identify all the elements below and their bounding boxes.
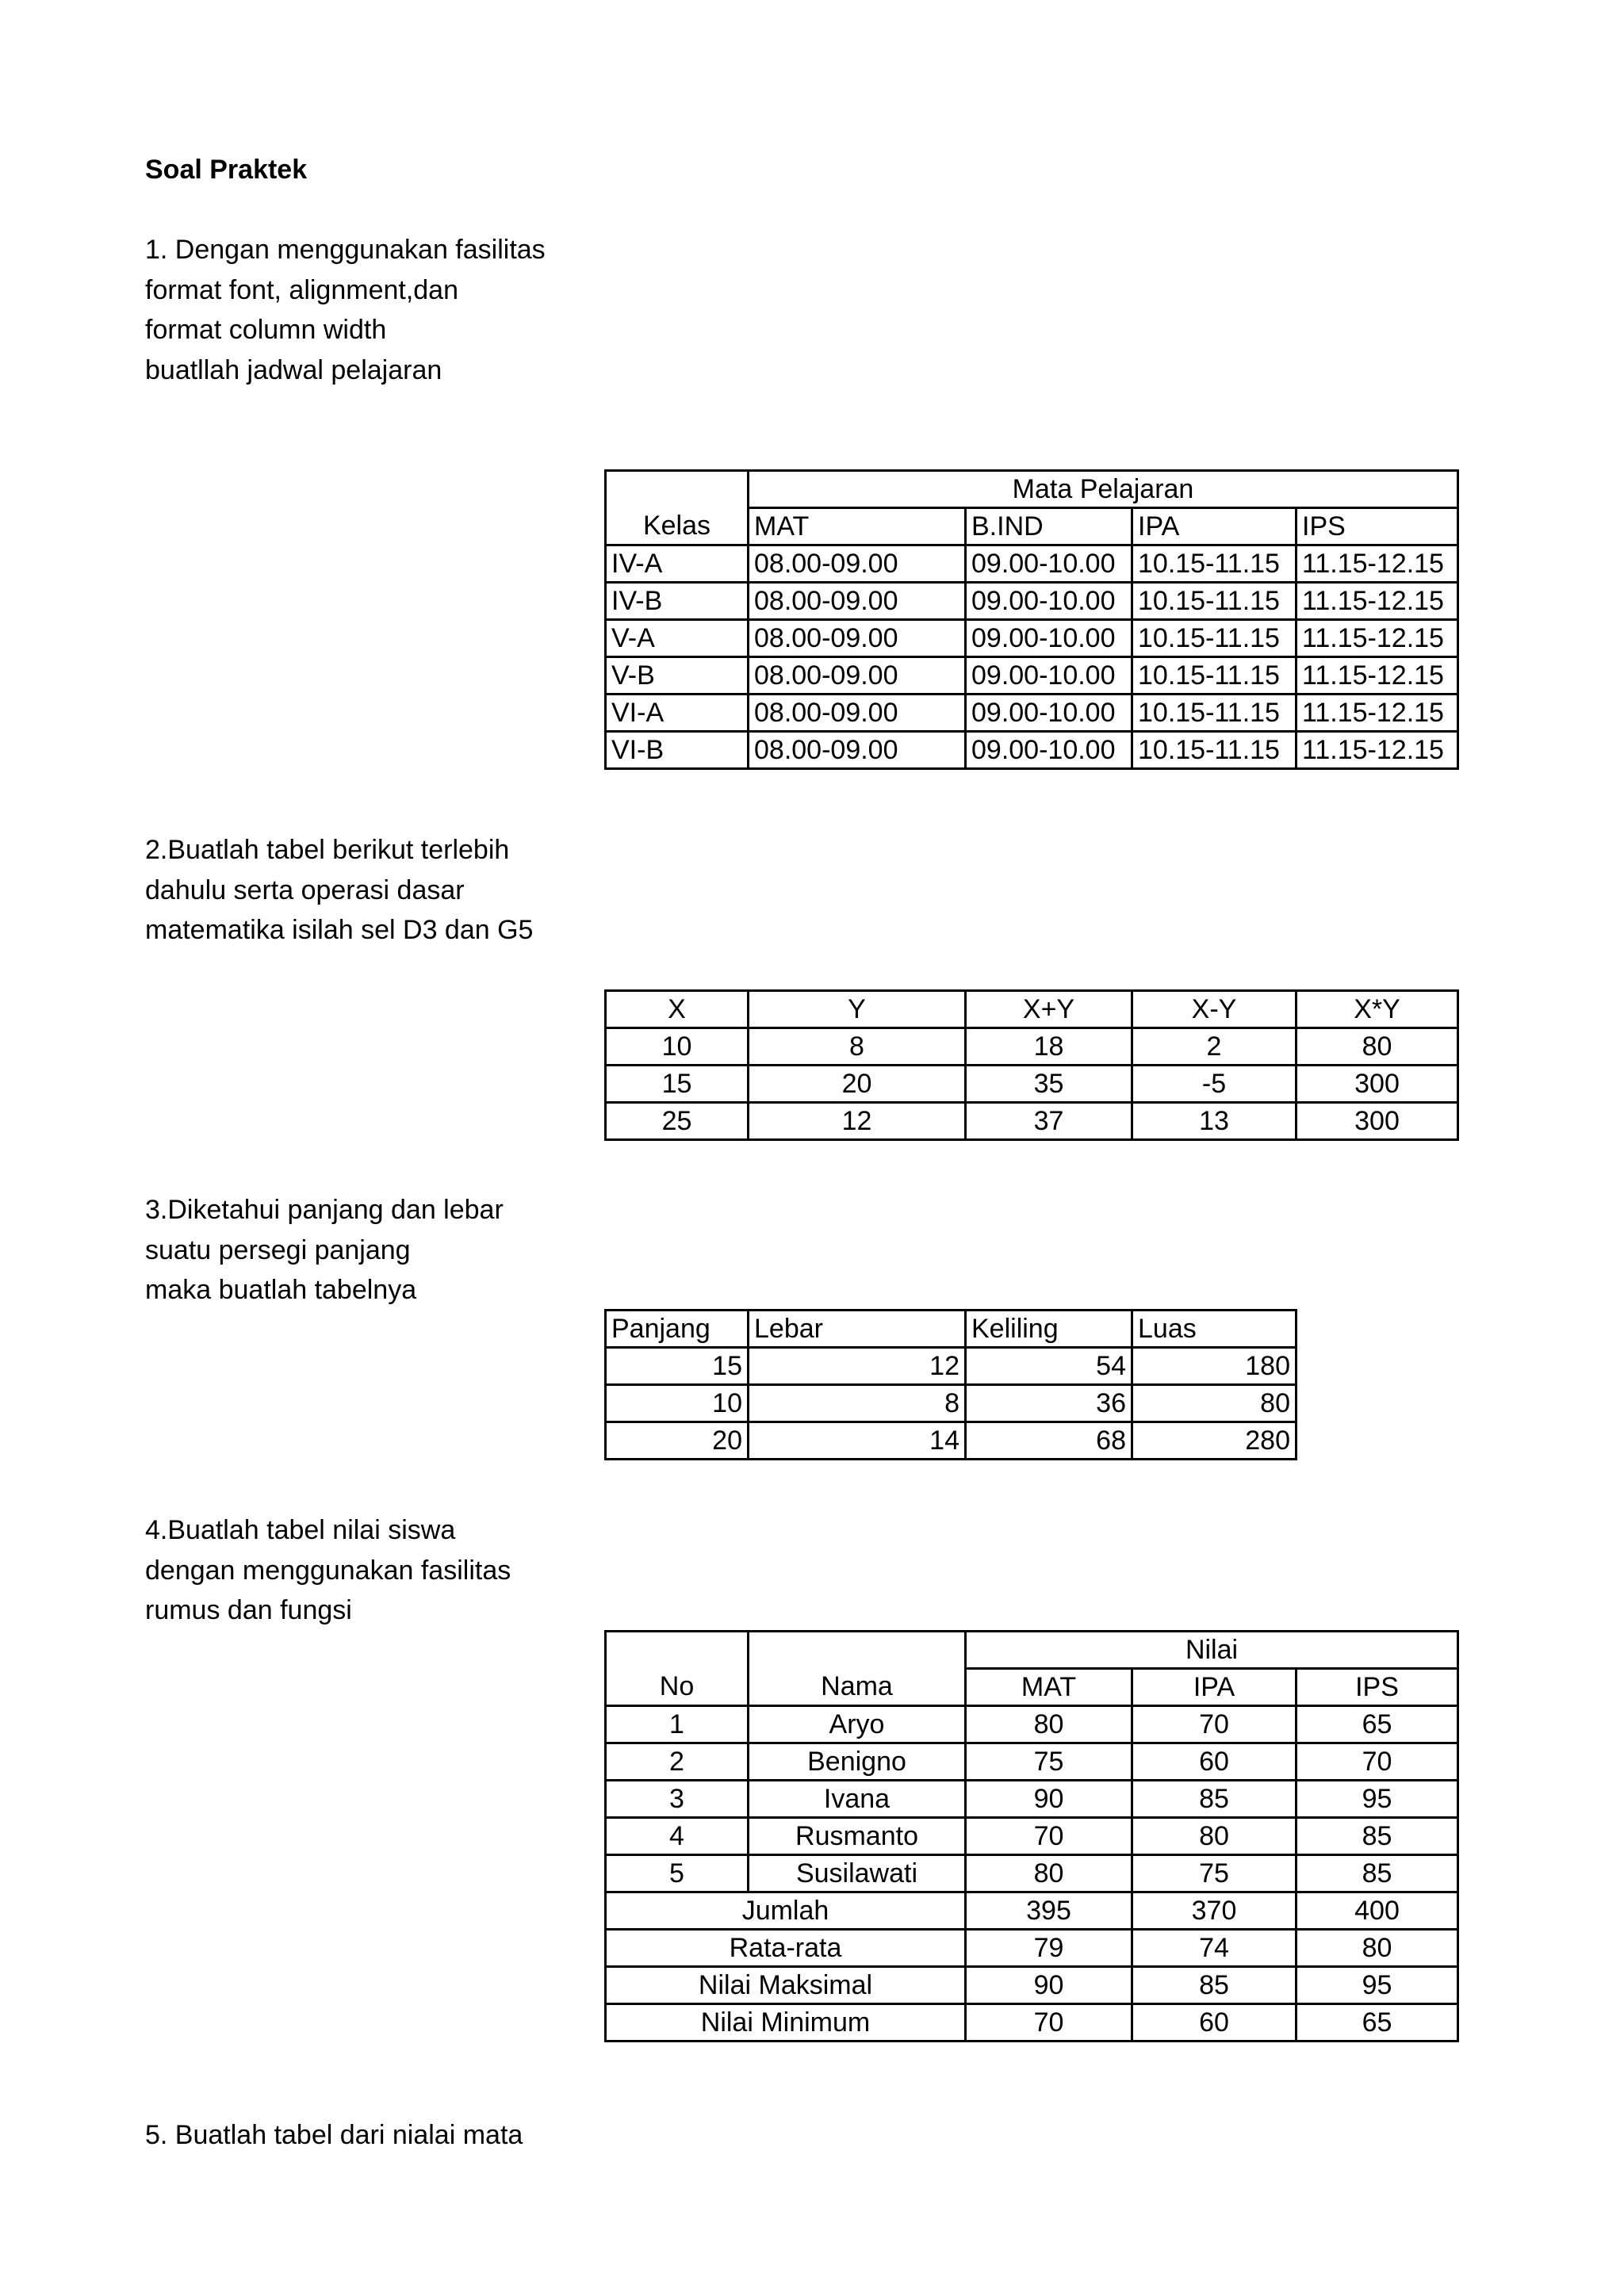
table-cell: 2 [606, 1743, 749, 1781]
table-cell: 90 [966, 1781, 1132, 1818]
arithmetic-table [604, 989, 1459, 1141]
table-cell: 70 [966, 2004, 1132, 2042]
table-header-row [606, 1311, 1297, 1348]
table-cell: 10.15-11.15 [1132, 620, 1297, 657]
page-title: Soal Praktek [145, 155, 308, 185]
question-line: dengan menggunakan fasilitas [145, 1555, 511, 1586]
table-cell: 54 [966, 1348, 1132, 1385]
schedule-table [604, 469, 1459, 770]
subject-header: B.IND [966, 508, 1132, 545]
table-cell: 11.15-12.15 [1297, 620, 1458, 657]
question-2-text [145, 830, 533, 951]
table-cell: 11.15-12.15 [1297, 583, 1458, 620]
table-cell: 08.00-09.00 [749, 657, 966, 695]
table-cell: 75 [966, 1743, 1132, 1781]
table-cell: 10.15-11.15 [1132, 695, 1297, 732]
table-cell: 400 [1297, 1892, 1458, 1930]
table-cell: 10.15-11.15 [1132, 545, 1297, 583]
table-cell: 65 [1297, 1706, 1458, 1743]
table-cell: 68 [966, 1422, 1132, 1460]
table-cell: 09.00-10.00 [966, 545, 1132, 583]
summary-label: Nilai Minimum [606, 2004, 966, 2042]
table-row [606, 1348, 1297, 1385]
table-cell: 300 [1297, 1066, 1458, 1103]
column-header: Panjang [606, 1311, 749, 1348]
summary-label: Jumlah [606, 1892, 966, 1930]
table-cell: 18 [966, 1028, 1132, 1066]
table-row [606, 1743, 1458, 1781]
table-row [606, 620, 1458, 657]
table-row [606, 1818, 1458, 1855]
table-cell: 95 [1297, 1967, 1458, 2004]
question-3-text [145, 1190, 504, 1311]
table-cell: IV-A [606, 545, 749, 583]
table-cell: 80 [1132, 1385, 1297, 1422]
table-cell: 70 [1132, 1706, 1297, 1743]
table-cell: 08.00-09.00 [749, 695, 966, 732]
table-cell: 12 [749, 1348, 966, 1385]
table-cell: 36 [966, 1385, 1132, 1422]
subject-header: MAT [966, 1669, 1132, 1706]
table-row [606, 732, 1458, 769]
table-cell: V-B [606, 657, 749, 695]
table-cell: 2 [1132, 1028, 1297, 1066]
table-row [606, 1066, 1458, 1103]
question-5-text [145, 2115, 523, 2156]
nama-header-top [749, 1632, 966, 1669]
table-cell: 80 [1297, 1930, 1458, 1967]
table-header-row [606, 991, 1458, 1028]
summary-row [606, 1967, 1458, 2004]
table-cell: VI-A [606, 695, 749, 732]
question-line: buatllah jadwal pelajaran [145, 354, 442, 385]
kelas-header-top [606, 471, 749, 508]
table-cell: 20 [606, 1422, 749, 1460]
nama-header: Nama [749, 1669, 966, 1706]
table-cell: 90 [966, 1967, 1132, 2004]
table-row [606, 1781, 1458, 1818]
table-cell: 70 [966, 1818, 1132, 1855]
question-line: 1. Dengan menggunakan fasilitas [145, 235, 546, 265]
table-cell: 70 [1297, 1743, 1458, 1781]
table-cell: 74 [1132, 1930, 1297, 1967]
table-cell: 8 [749, 1385, 966, 1422]
table-cell: 3 [606, 1781, 749, 1818]
question-line: dahulu serta operasi dasar [145, 874, 465, 905]
table-cell: 10 [606, 1385, 749, 1422]
table-row [606, 657, 1458, 695]
table-cell: 4 [606, 1818, 749, 1855]
table-cell: 60 [1132, 2004, 1297, 2042]
table-cell: Susilawati [749, 1855, 966, 1892]
column-header: Y [749, 991, 966, 1028]
subject-header: IPA [1132, 1669, 1297, 1706]
table-cell: 11.15-12.15 [1297, 545, 1458, 583]
table-cell: 80 [966, 1706, 1132, 1743]
table-cell: 08.00-09.00 [749, 545, 966, 583]
table-row [606, 1103, 1458, 1140]
table-cell: 10.15-11.15 [1132, 583, 1297, 620]
table-cell: VI-B [606, 732, 749, 769]
table-cell: 85 [1132, 1967, 1297, 2004]
summary-label: Nilai Maksimal [606, 1967, 966, 2004]
table-cell: 5 [606, 1855, 749, 1892]
question-line: 2.Buatlah tabel berikut terlebih [145, 835, 510, 865]
table-cell: 1 [606, 1706, 749, 1743]
column-header: Luas [1132, 1311, 1297, 1348]
grades-table [604, 1630, 1459, 2042]
question-line: 3.Diketahui panjang dan lebar [145, 1195, 504, 1225]
question-1-text [145, 230, 546, 390]
table-cell: 370 [1132, 1892, 1297, 1930]
table-cell: 09.00-10.00 [966, 732, 1132, 769]
table-row [606, 695, 1458, 732]
table-cell: 09.00-10.00 [966, 657, 1132, 695]
question-line: matematika isilah sel D3 dan G5 [145, 915, 534, 945]
table-cell: 75 [1132, 1855, 1297, 1892]
table-cell: 11.15-12.15 [1297, 732, 1458, 769]
table-cell: 180 [1132, 1348, 1297, 1385]
table-cell: 8 [749, 1028, 966, 1066]
column-header: X [606, 991, 749, 1028]
question-line: rumus dan fungsi [145, 1595, 352, 1625]
table-cell: 65 [1297, 2004, 1458, 2042]
column-header: Keliling [966, 1311, 1132, 1348]
summary-label: Rata-rata [606, 1930, 966, 1967]
summary-row [606, 2004, 1458, 2042]
rectangle-table [604, 1309, 1297, 1460]
table-row [606, 1422, 1297, 1460]
table-cell: 37 [966, 1103, 1132, 1140]
question-4-text [145, 1510, 511, 1631]
column-header: X*Y [1297, 991, 1458, 1028]
table-cell: 80 [966, 1855, 1132, 1892]
no-header: No [606, 1669, 749, 1706]
table-cell: 35 [966, 1066, 1132, 1103]
table-cell: 25 [606, 1103, 749, 1140]
question-line: suatu persegi panjang [145, 1234, 411, 1265]
table-cell: Ivana [749, 1781, 966, 1818]
question-line: 4.Buatlah tabel nilai siswa [145, 1515, 456, 1545]
table-cell: 10 [606, 1028, 749, 1066]
table-cell: 08.00-09.00 [749, 620, 966, 657]
table-cell: -5 [1132, 1066, 1297, 1103]
table-cell: 280 [1132, 1422, 1297, 1460]
subject-header: IPS [1297, 508, 1458, 545]
table-cell: 09.00-10.00 [966, 695, 1132, 732]
table-cell: Rusmanto [749, 1818, 966, 1855]
table-row [606, 545, 1458, 583]
table-row [606, 1706, 1458, 1743]
table-cell: 12 [749, 1103, 966, 1140]
subject-header: IPA [1132, 508, 1297, 545]
table-cell: 11.15-12.15 [1297, 695, 1458, 732]
table-cell: 395 [966, 1892, 1132, 1930]
question-line: maka buatlah tabelnya [145, 1275, 417, 1305]
summary-row [606, 1930, 1458, 1967]
table-cell: 10.15-11.15 [1132, 657, 1297, 695]
mata-pelajaran-header: Mata Pelajaran [749, 471, 1458, 508]
table-row [606, 1855, 1458, 1892]
table-cell: 60 [1132, 1743, 1297, 1781]
table-cell: IV-B [606, 583, 749, 620]
no-header-top [606, 1632, 749, 1669]
question-line: format column width [145, 315, 387, 345]
table-cell: 79 [966, 1930, 1132, 1967]
column-header: Lebar [749, 1311, 966, 1348]
table-cell: 08.00-09.00 [749, 583, 966, 620]
table-cell: 08.00-09.00 [749, 732, 966, 769]
table-cell: 300 [1297, 1103, 1458, 1140]
column-header: X-Y [1132, 991, 1297, 1028]
nilai-header: Nilai [966, 1632, 1458, 1669]
summary-row [606, 1892, 1458, 1930]
question-line: 5. Buatlah tabel dari nialai mata [145, 2120, 523, 2150]
table-cell: V-A [606, 620, 749, 657]
table-cell: Aryo [749, 1706, 966, 1743]
table-row [606, 583, 1458, 620]
table-cell: 80 [1132, 1818, 1297, 1855]
question-line: format font, alignment,dan [145, 274, 459, 305]
table-cell: 15 [606, 1348, 749, 1385]
table-cell: 80 [1297, 1028, 1458, 1066]
subject-header: IPS [1297, 1669, 1458, 1706]
table-cell: 85 [1297, 1818, 1458, 1855]
table-cell: 11.15-12.15 [1297, 657, 1458, 695]
kelas-header: Kelas [606, 508, 749, 545]
table-cell: 14 [749, 1422, 966, 1460]
table-cell: 09.00-10.00 [966, 583, 1132, 620]
table-cell: 15 [606, 1066, 749, 1103]
table-cell: 85 [1297, 1855, 1458, 1892]
column-header: X+Y [966, 991, 1132, 1028]
table-row [606, 1385, 1297, 1422]
subject-header: MAT [749, 508, 966, 545]
table-cell: 95 [1297, 1781, 1458, 1818]
table-cell: Benigno [749, 1743, 966, 1781]
table-cell: 10.15-11.15 [1132, 732, 1297, 769]
table-cell: 13 [1132, 1103, 1297, 1140]
table-cell: 09.00-10.00 [966, 620, 1132, 657]
table-cell: 20 [749, 1066, 966, 1103]
table-row [606, 1028, 1458, 1066]
table-cell: 85 [1132, 1781, 1297, 1818]
